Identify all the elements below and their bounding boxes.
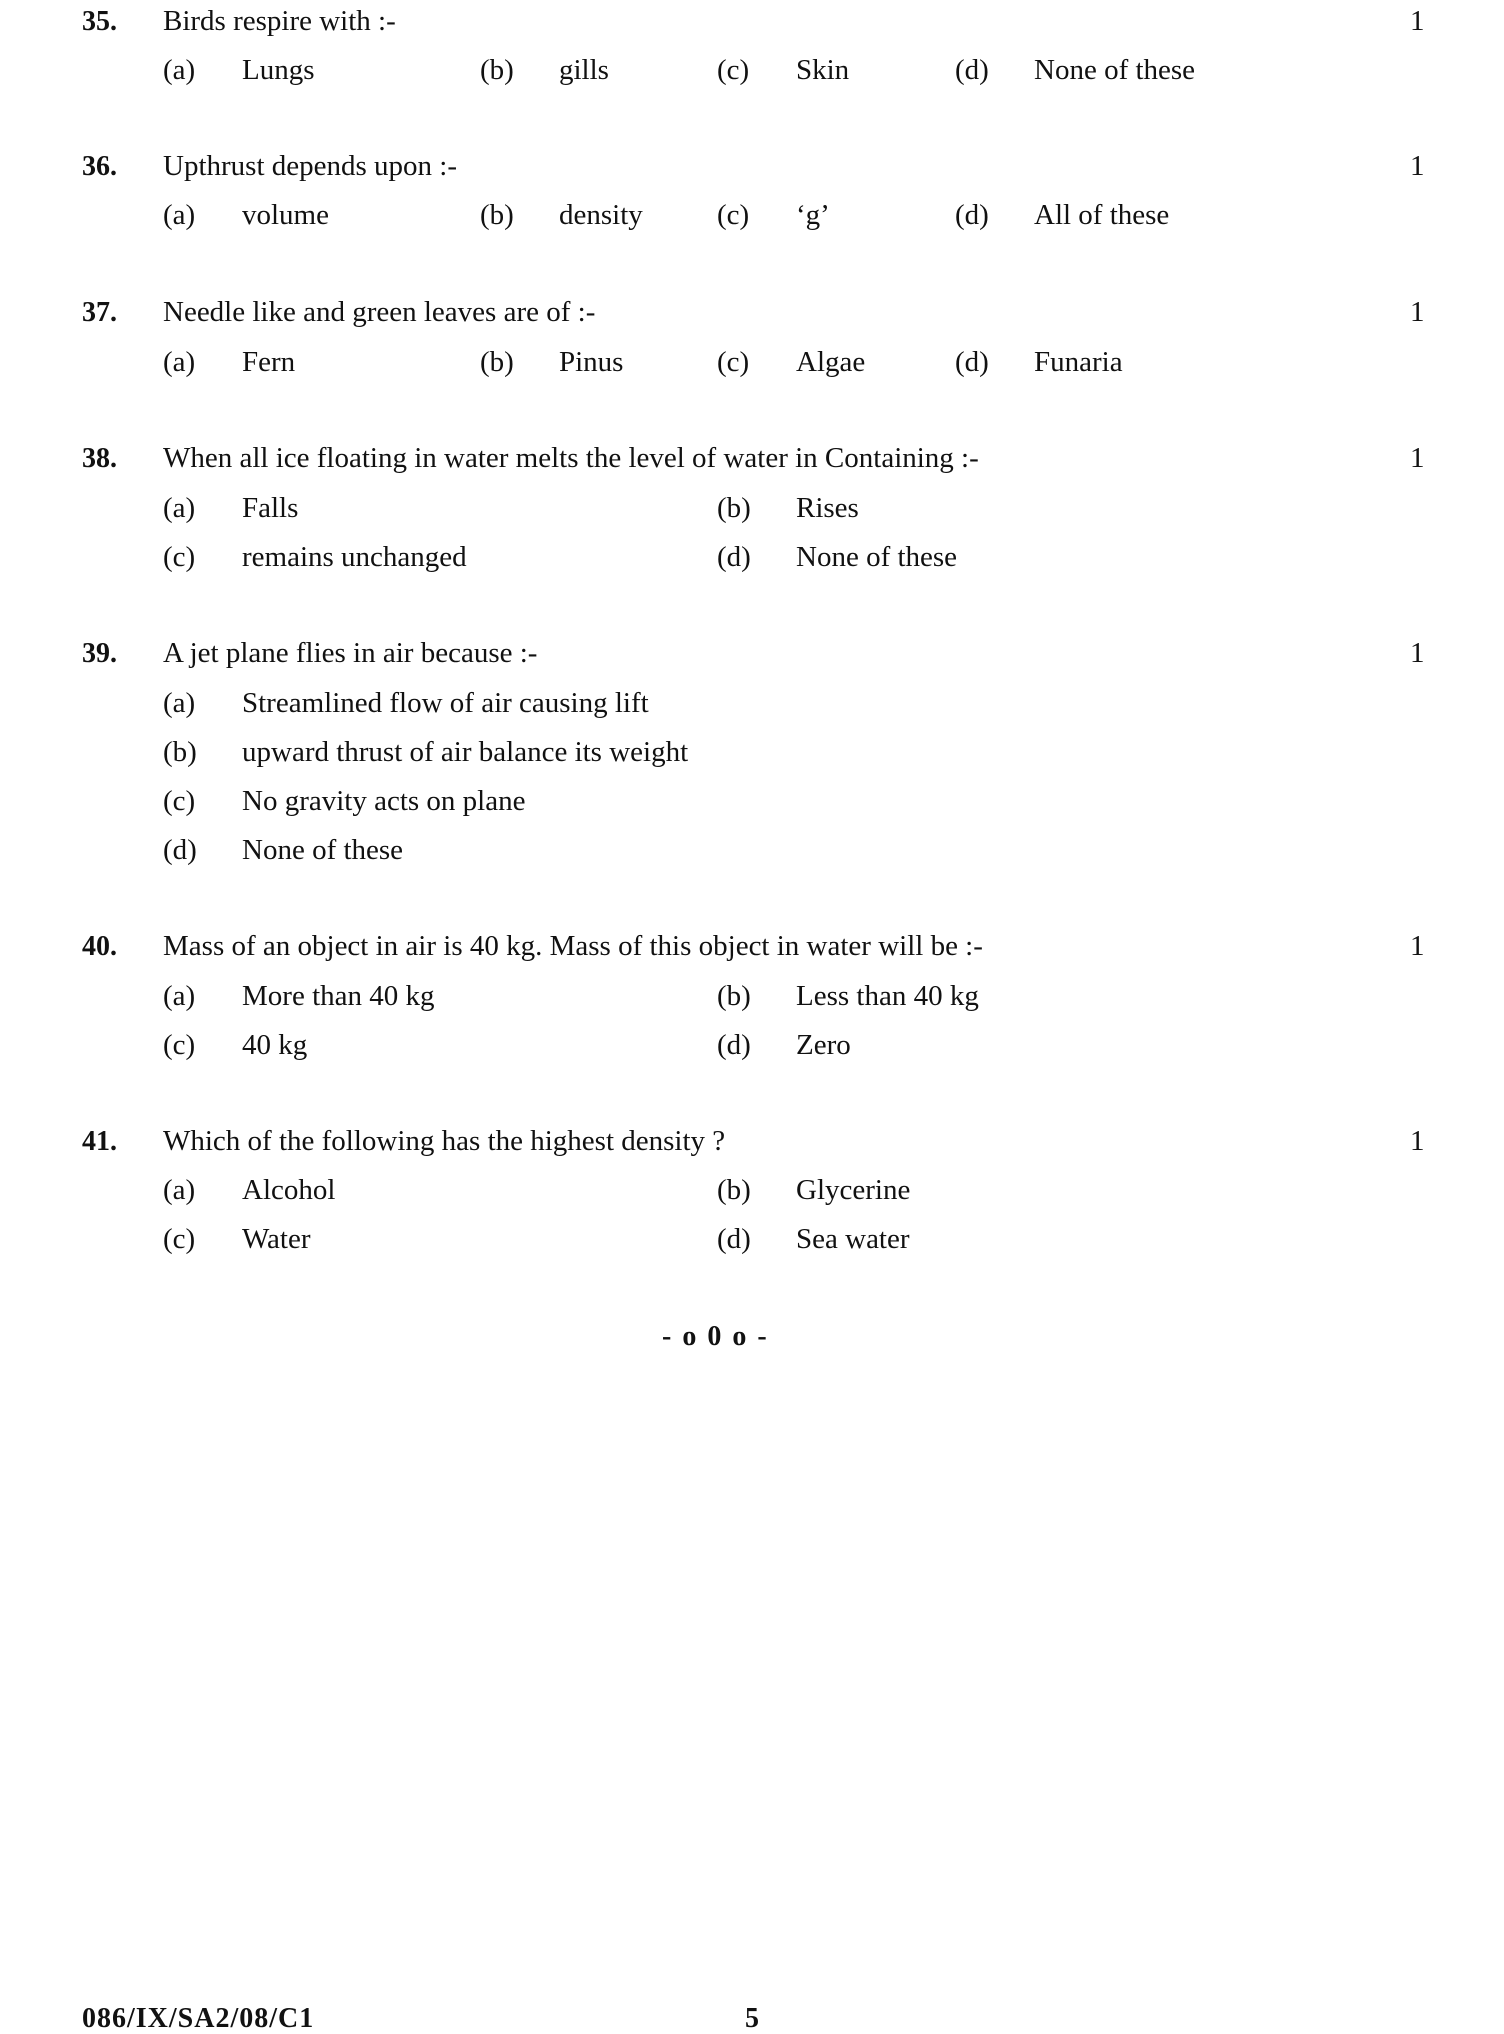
question-text: Upthrust depends upon :- <box>163 150 457 182</box>
option-text: Algae <box>796 346 866 378</box>
question-number: 37. <box>82 297 117 328</box>
option-text: Zero <box>796 1029 851 1061</box>
option-text: Less than 40 kg <box>796 980 979 1012</box>
option-label: (d) <box>955 346 989 378</box>
option-label: (a) <box>163 346 196 378</box>
question-marks: 1 <box>1410 442 1425 474</box>
option-text: Pinus <box>559 346 624 378</box>
option-label: (a) <box>163 980 196 1012</box>
option-label: (d) <box>163 834 197 866</box>
option-text: Skin <box>796 54 850 86</box>
option-text: gills <box>559 54 609 86</box>
option-text: 40 kg <box>242 1029 308 1061</box>
question-marks: 1 <box>1410 296 1425 328</box>
question-marks: 1 <box>1410 5 1425 37</box>
question-number: 39. <box>82 638 117 669</box>
question-number: 41. <box>82 1126 117 1157</box>
page-number: 5 <box>745 2003 759 2034</box>
option-text: Rises <box>796 492 859 524</box>
option-text: volume <box>242 199 329 231</box>
question-text: Needle like and green leaves are of :- <box>163 296 596 328</box>
option-label: (b) <box>717 1174 751 1206</box>
option-label: (a) <box>163 199 196 231</box>
question-marks: 1 <box>1410 150 1425 182</box>
option-text: More than 40 kg <box>242 980 435 1012</box>
option-text: None of these <box>242 834 404 866</box>
option-label: (c) <box>717 54 750 86</box>
question-number: 38. <box>82 443 117 474</box>
option-text: No gravity acts on plane <box>242 785 526 817</box>
question-text: Birds respire with :- <box>163 5 396 37</box>
option-label: (b) <box>717 980 751 1012</box>
option-label: (a) <box>163 1174 196 1206</box>
option-text: Water <box>242 1223 311 1255</box>
option-label: (d) <box>955 54 989 86</box>
question-text: When all ice floating in water melts the level of water in Containing :- <box>163 442 979 474</box>
option-text: upward thrust of air balance its weight <box>242 736 689 768</box>
option-text: Fern <box>242 346 296 378</box>
option-label: (b) <box>163 736 197 768</box>
option-label: (a) <box>163 687 196 719</box>
option-label: (c) <box>717 199 750 231</box>
option-text: Falls <box>242 492 299 524</box>
option-text: Glycerine <box>796 1174 911 1206</box>
option-label: (a) <box>163 492 196 524</box>
option-text: Funaria <box>1034 346 1123 378</box>
question-number: 35. <box>82 6 117 37</box>
question-number: 40. <box>82 931 117 962</box>
option-label: (d) <box>955 199 989 231</box>
option-label: (b) <box>480 346 514 378</box>
option-label: (c) <box>163 1223 196 1255</box>
option-label: (d) <box>717 1029 751 1061</box>
option-label: (b) <box>717 492 751 524</box>
option-text: Sea water <box>796 1223 910 1255</box>
option-text: Streamlined flow of air causing lift <box>242 687 649 719</box>
option-text: remains unchanged <box>242 541 467 573</box>
option-text: ‘g’ <box>796 199 830 231</box>
end-marker: - o 0 o - <box>662 1321 769 1352</box>
option-text: All of these <box>1034 199 1170 231</box>
option-text: Alcohol <box>242 1174 336 1206</box>
option-text: None of these <box>1034 54 1196 86</box>
option-label: (b) <box>480 199 514 231</box>
option-label: (c) <box>163 1029 196 1061</box>
option-label: (c) <box>163 785 196 817</box>
option-label: (c) <box>717 346 750 378</box>
option-text: density <box>559 199 643 231</box>
option-label: (d) <box>717 541 751 573</box>
question-number: 36. <box>82 151 117 182</box>
paper-code: 086/IX/SA2/08/C1 <box>82 2003 315 2034</box>
question-text: A jet plane flies in air because :- <box>163 637 538 669</box>
option-label: (c) <box>163 541 196 573</box>
option-text: Lungs <box>242 54 315 86</box>
question-text: Which of the following has the highest density ? <box>163 1125 726 1157</box>
option-label: (d) <box>717 1223 751 1255</box>
question-marks: 1 <box>1410 1125 1425 1157</box>
option-label: (b) <box>480 54 514 86</box>
option-label: (a) <box>163 54 196 86</box>
question-marks: 1 <box>1410 637 1425 669</box>
question-marks: 1 <box>1410 930 1425 962</box>
question-text: Mass of an object in air is 40 kg. Mass of this object in water will be :- <box>163 930 983 962</box>
option-text: None of these <box>796 541 958 573</box>
